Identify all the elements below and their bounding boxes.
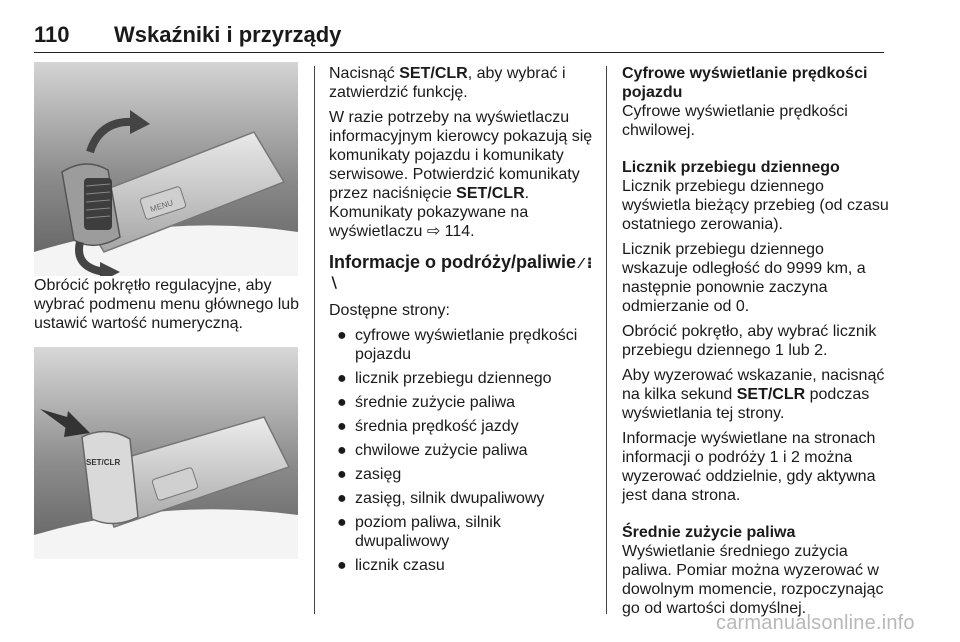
list-item: [329, 465, 595, 484]
figure-thumbwheel-rotate: [34, 62, 298, 276]
list-item: [329, 393, 595, 412]
trip-text-4: [622, 366, 892, 423]
trip-fuel-icon: ⁄ ⁝ ∖: [329, 255, 593, 292]
messages-text: W razie potrzeby na wyświetlaczu informacyjnym kierowcy pokazują się komunikaty pojazdu i komunikaty serwisowe. Potwierdzić komunikaty przez naciśnięcie: [329, 109, 593, 202]
messages-paragraph: [329, 108, 595, 241]
intro-text-end: , aby wybrać i zatwierdzić funkcję.: [329, 65, 566, 101]
trip-text-4-end: podczas wyświetlania tej strony.: [622, 386, 870, 422]
list-item: [329, 556, 595, 575]
set-clr-key: SET/CLR: [399, 65, 468, 82]
list-item-text: poziom paliwa, silnik dwupaliwowy: [355, 514, 501, 550]
available-pages-list: [329, 326, 595, 575]
list-item: [329, 417, 595, 436]
list-item: [329, 441, 595, 460]
intro-paragraph: [329, 64, 595, 102]
pages-label: Dostępne strony:: [329, 302, 450, 319]
bullet-dot: ●: [337, 466, 347, 483]
list-item-text: chwilowe zużycie paliwa: [355, 442, 528, 459]
column-2: [329, 64, 595, 580]
list-item: [329, 369, 595, 388]
page-ref-icon: ⇨: [426, 223, 441, 240]
page-header: [34, 22, 884, 53]
list-item: [329, 513, 595, 551]
watermark: carmanualsonline.info: [716, 612, 915, 634]
list-item-text: zasięg, silnik dwupaliwowy: [355, 490, 545, 507]
speed-section-title: Cyfrowe wyświetlanie prędkości pojazdu: [622, 65, 868, 101]
column-divider-2: [606, 66, 607, 614]
list-item-text: cyfrowe wyświetlanie prędkości pojazdu: [355, 327, 578, 363]
bullet-dot: ●: [337, 418, 347, 435]
column-1: [34, 62, 302, 559]
set-clr-label: SET/CLR: [86, 458, 121, 467]
figure-caption: Obrócić pokrętło regulacyjne, aby wybrać podmenu menu głównego lub ustawić wartość numeryczną.: [34, 277, 300, 332]
trip-text-3: Obrócić pokrętło, aby wybrać licznik przebiegu dziennego 1 lub 2.: [622, 323, 877, 359]
trip-text-2: Licznik przebiegu dziennego wskazuje odległość do 9999 km, a następnie ponownie zaczyna odmierzanie od 0.: [622, 241, 866, 315]
list-item-text: licznik przebiegu dziennego: [355, 370, 552, 387]
section-title-text: Informacje o podróży/paliwie: [329, 252, 577, 272]
page-ref: 114.: [440, 223, 475, 240]
avg-fuel-text: Wyświetlanie średniego zużycia paliwa. Pomiar można wyzerować w dowolnym momencie, rozpoczynając go od wartości domyślnej.: [622, 543, 884, 617]
bullet-dot: ●: [337, 394, 347, 411]
intro-text: Nacisnąć: [329, 65, 400, 82]
column-3: [622, 64, 892, 624]
list-item: [329, 326, 595, 364]
figure-set-clr-press: [34, 347, 298, 559]
column-divider-1: [314, 66, 315, 614]
bullet-dot: ●: [337, 370, 347, 387]
set-clr-key: SET/CLR: [456, 185, 525, 202]
trip-text-1: Licznik przebiegu dziennego wyświetla bieżący przebieg (od czasu ostatniego zerowania).: [622, 178, 889, 233]
menu-button-label: MENU: [149, 198, 175, 214]
set-clr-key: SET/CLR: [736, 386, 806, 403]
speed-text: Cyfrowe wyświetlanie prędkości chwilowej.: [622, 103, 848, 139]
bullet-dot: ●: [337, 327, 347, 344]
messages-text-end: . Komunikaty pokazywane na wyświetlaczu: [329, 185, 530, 240]
list-item-text: średnia prędkość jazdy: [355, 418, 519, 435]
section-title-trip-info: [329, 253, 595, 293]
chapter-title: Wskaźniki i przyrządy: [114, 22, 342, 47]
list-item-text: zasięg: [355, 466, 402, 483]
trip-text-4-start: Aby wyzerować wskazanie, nacisnąć na kilka sekund: [622, 367, 885, 403]
avg-fuel-section-title: Średnie zużycie paliwa: [622, 524, 796, 541]
list-item-text: średnie zużycie paliwa: [355, 394, 516, 411]
trip-section-title: Licznik przebiegu dziennego: [622, 159, 840, 176]
trip-text-5: Informacje wyświetlane na stronach informacji o podróży 1 i 2 można wyzerować oddzielnie, gdy aktywna jest dana strona.: [622, 430, 876, 504]
bullet-dot: ●: [337, 557, 347, 574]
list-item: [329, 489, 595, 508]
bullet-dot: ●: [337, 442, 347, 459]
list-item-text: licznik czasu: [355, 557, 445, 574]
bullet-dot: ●: [337, 490, 347, 507]
page-number: 110: [34, 22, 70, 47]
bullet-dot: ●: [337, 514, 347, 531]
